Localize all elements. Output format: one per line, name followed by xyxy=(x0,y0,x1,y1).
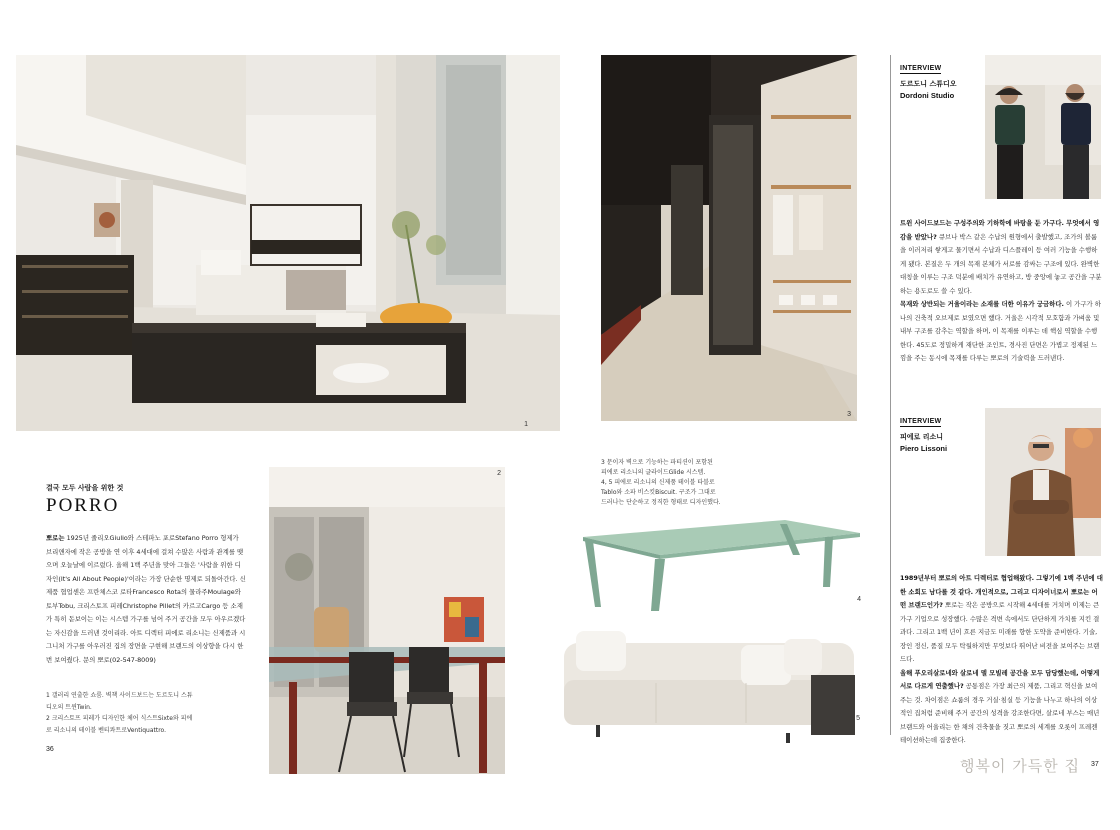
magazine-name: 행복이 가득한 집 xyxy=(960,757,1080,775)
interview-2-header xyxy=(900,408,980,454)
interviewee-name-ko: 피에로 리소니 xyxy=(900,433,944,441)
interview-label: INTERVIEW xyxy=(900,65,942,72)
interview-1-question-1: 트윈 사이드보드는 구성주의와 기하학에 바탕을 둔 가구다. 무엇에서 영감을 받았나? xyxy=(900,219,1100,241)
photo-captions xyxy=(46,690,196,736)
mid-caption xyxy=(601,458,761,508)
interview-2-answer-1: 뽀로는 작은 공방으로 시작해 4세대를 거치며 이제는 큰 가구 기업으로 성장했다. 수많은 격변 속에서도 단단하게 가치를 지킨 결과다. 그리고 1백 년이 흐른 지금도 미래를 향한 도약을 준비한다. 기술, 장인 정신, 품질 모두 탁월하지만 무엇보다 뛰어난 비전을 보여주는 브랜드다. xyxy=(900,601,1100,663)
photo-dordoni-studio xyxy=(985,55,1101,199)
interview-2-body xyxy=(900,572,1103,748)
photo-glide-system xyxy=(601,55,857,421)
intro-paragraph xyxy=(46,532,246,667)
photo-number: 4 xyxy=(857,596,861,603)
interview-1-body xyxy=(900,217,1103,366)
column-divider xyxy=(890,55,891,735)
page-number-left: 36 xyxy=(46,746,54,753)
photo-number: 3 xyxy=(847,411,851,418)
photo-tablo-table xyxy=(575,515,865,615)
brand-title: PORRO xyxy=(46,495,120,516)
article-kicker: 결국 모두 사람을 위한 것 xyxy=(46,484,124,492)
intro-lead: 뽀로는 xyxy=(46,534,65,542)
photo-number: 2 xyxy=(497,470,501,477)
mid-caption-line: 드러나는 단순하고 정직한 형태로 디자인했다. xyxy=(601,499,721,506)
intro-text: 1925년 줄리오Giulio와 스테파노 포로Stefano Porro 형제가 브리앤자에 작은 공방을 연 이후 4세대에 걸쳐 수많은 사람과 관계를 맺으며 오늘날에 이르렀다. 올해 1백 주년을 맞아 그들은 '사람을 위한 디자인(It's All About People)'이라는 가장 단순한 명제로 되돌아간다. 신제품 협업센은 프란체스코 로타Francesco Rota의 물라주Moulage와 토부Tobu, 크리스토프 피레Christophe Pillet의 카르고Cargo 등 소재가 특히 돋보이는 이는 시스템 가구를 넘어 주거 공간을 모두 아우르겠다는 자신감을 드러낸 것이리라. 아트 디렉터 피에로 리소니는 신제품과 시그니처 가구를 아우러진 집의 장면을 구현해 브랜드의 이상향을 다시 한번 보여줬다. 문의 뽀로(02-547-8009) xyxy=(46,534,246,664)
interview-label: INTERVIEW xyxy=(900,418,942,425)
photo-number: 1 xyxy=(524,421,528,428)
mid-caption-line: Tablo와 소파 비스킷Biscuit. 구조가 그대로 xyxy=(601,489,716,496)
interviewee-name-ko: 도르도니 스튜디오 xyxy=(900,80,957,88)
photo-piero-lissoni xyxy=(985,408,1101,556)
photo-showroom-gallery xyxy=(16,55,560,431)
mid-caption-line: 3 문이자 벽으로 기능하는 파티션이 포함된 xyxy=(601,459,713,466)
interviewee-name-en: Piero Lissoni xyxy=(900,444,948,453)
mid-caption-line: 피에로 리소니의 글라이드Glide 시스템. xyxy=(601,469,706,476)
photo-biscuit-sofa xyxy=(556,625,866,750)
interview-2-question-1: 1989년부터 뽀로의 아트 디렉터로 협업해왔다. 그렇기에 1백 주년에 대한 소회도 남다를 것 같다. 개인적으로, 그리고 디자이너로서 뽀로는 어떤 브랜드인가? xyxy=(900,574,1103,609)
interview-1-question-2: 목재와 상반되는 거울이라는 소재를 더한 이유가 궁금하다. xyxy=(900,300,1064,308)
interview-1-header xyxy=(900,55,980,101)
interview-1-answer-1: 큐브나 박스 같은 수납의 원형에서 출발했고, 조가의 볼륨을 이러저리 쌓게고 물기면서 수납과 디스플레이 등 여러 기능을 수행하게 됐다. 본질은 두 개의 목재 본체가 서로를 감싸는 구조에 있다. 완벽한 대칭을 이루는 구조 덕분에 배치가 유연하고, 방 중앙에 놓고 공간을 구분하는 용도로도 쓸 수 있다. xyxy=(900,232,1102,295)
interview-1-answer-2: 이 가구가 하나의 건축적 오브제로 보였으면 했다. 거울은 시각적 모호함과 가벼움 및 내부 구조를 감추는 역할을 하며, 이 목재를 이루는 데 핵심 역할을 수행한다. 45도로 정밀하게 재단한 조인트, 경사진 단면은 가볍고 정제된 느낌을 주는 동시에 목재를 다루는 뽀로의 기술력을 드러낸다. xyxy=(900,300,1101,362)
interview-2-question-2: 올해 푸오리살로네와 살로네 델 모빌레 공간을 모두 담당했는데, 어떻게 서로 다르게 연출했나? xyxy=(900,668,1100,690)
caption-1: 1 갤러리 연출한 쇼룸. 벽책 사이드보드는 도르도니 스튜디오의 트윈Twin. xyxy=(46,692,193,711)
photo-dining-ventiquattro xyxy=(269,467,505,774)
caption-2: 2 크리스토프 피레가 디자인한 체어 식스트Sixte와 피에로 리소니의 테이블 벤티콰트로Ventiquattro. xyxy=(46,715,193,734)
interview-2-answer-2: 공통점은 가장 최근의 제품, 그리고 혁신을 보여주는 것. 차이점은 쇼룸의 경우 거실·침실 등 기능을 나누고 하나의 이상적인 집처럼 준비해 주거 공간의 성격을 강조한다면, 살로네 부스는 매년 브랜드와 어울리는 한 채의 건축물을 짓고 뽀로의 세계를 오롯이 프레젠테이션하는데 집중한다. xyxy=(900,682,1100,744)
mid-caption-line: 4, 5 피에로 리소니의 신제품 테이블 타블로 xyxy=(601,479,715,486)
photo-number: 5 xyxy=(856,715,860,722)
interviewee-name-en: Dordoni Studio xyxy=(900,91,955,100)
page-number-right: 37 xyxy=(1091,761,1099,768)
